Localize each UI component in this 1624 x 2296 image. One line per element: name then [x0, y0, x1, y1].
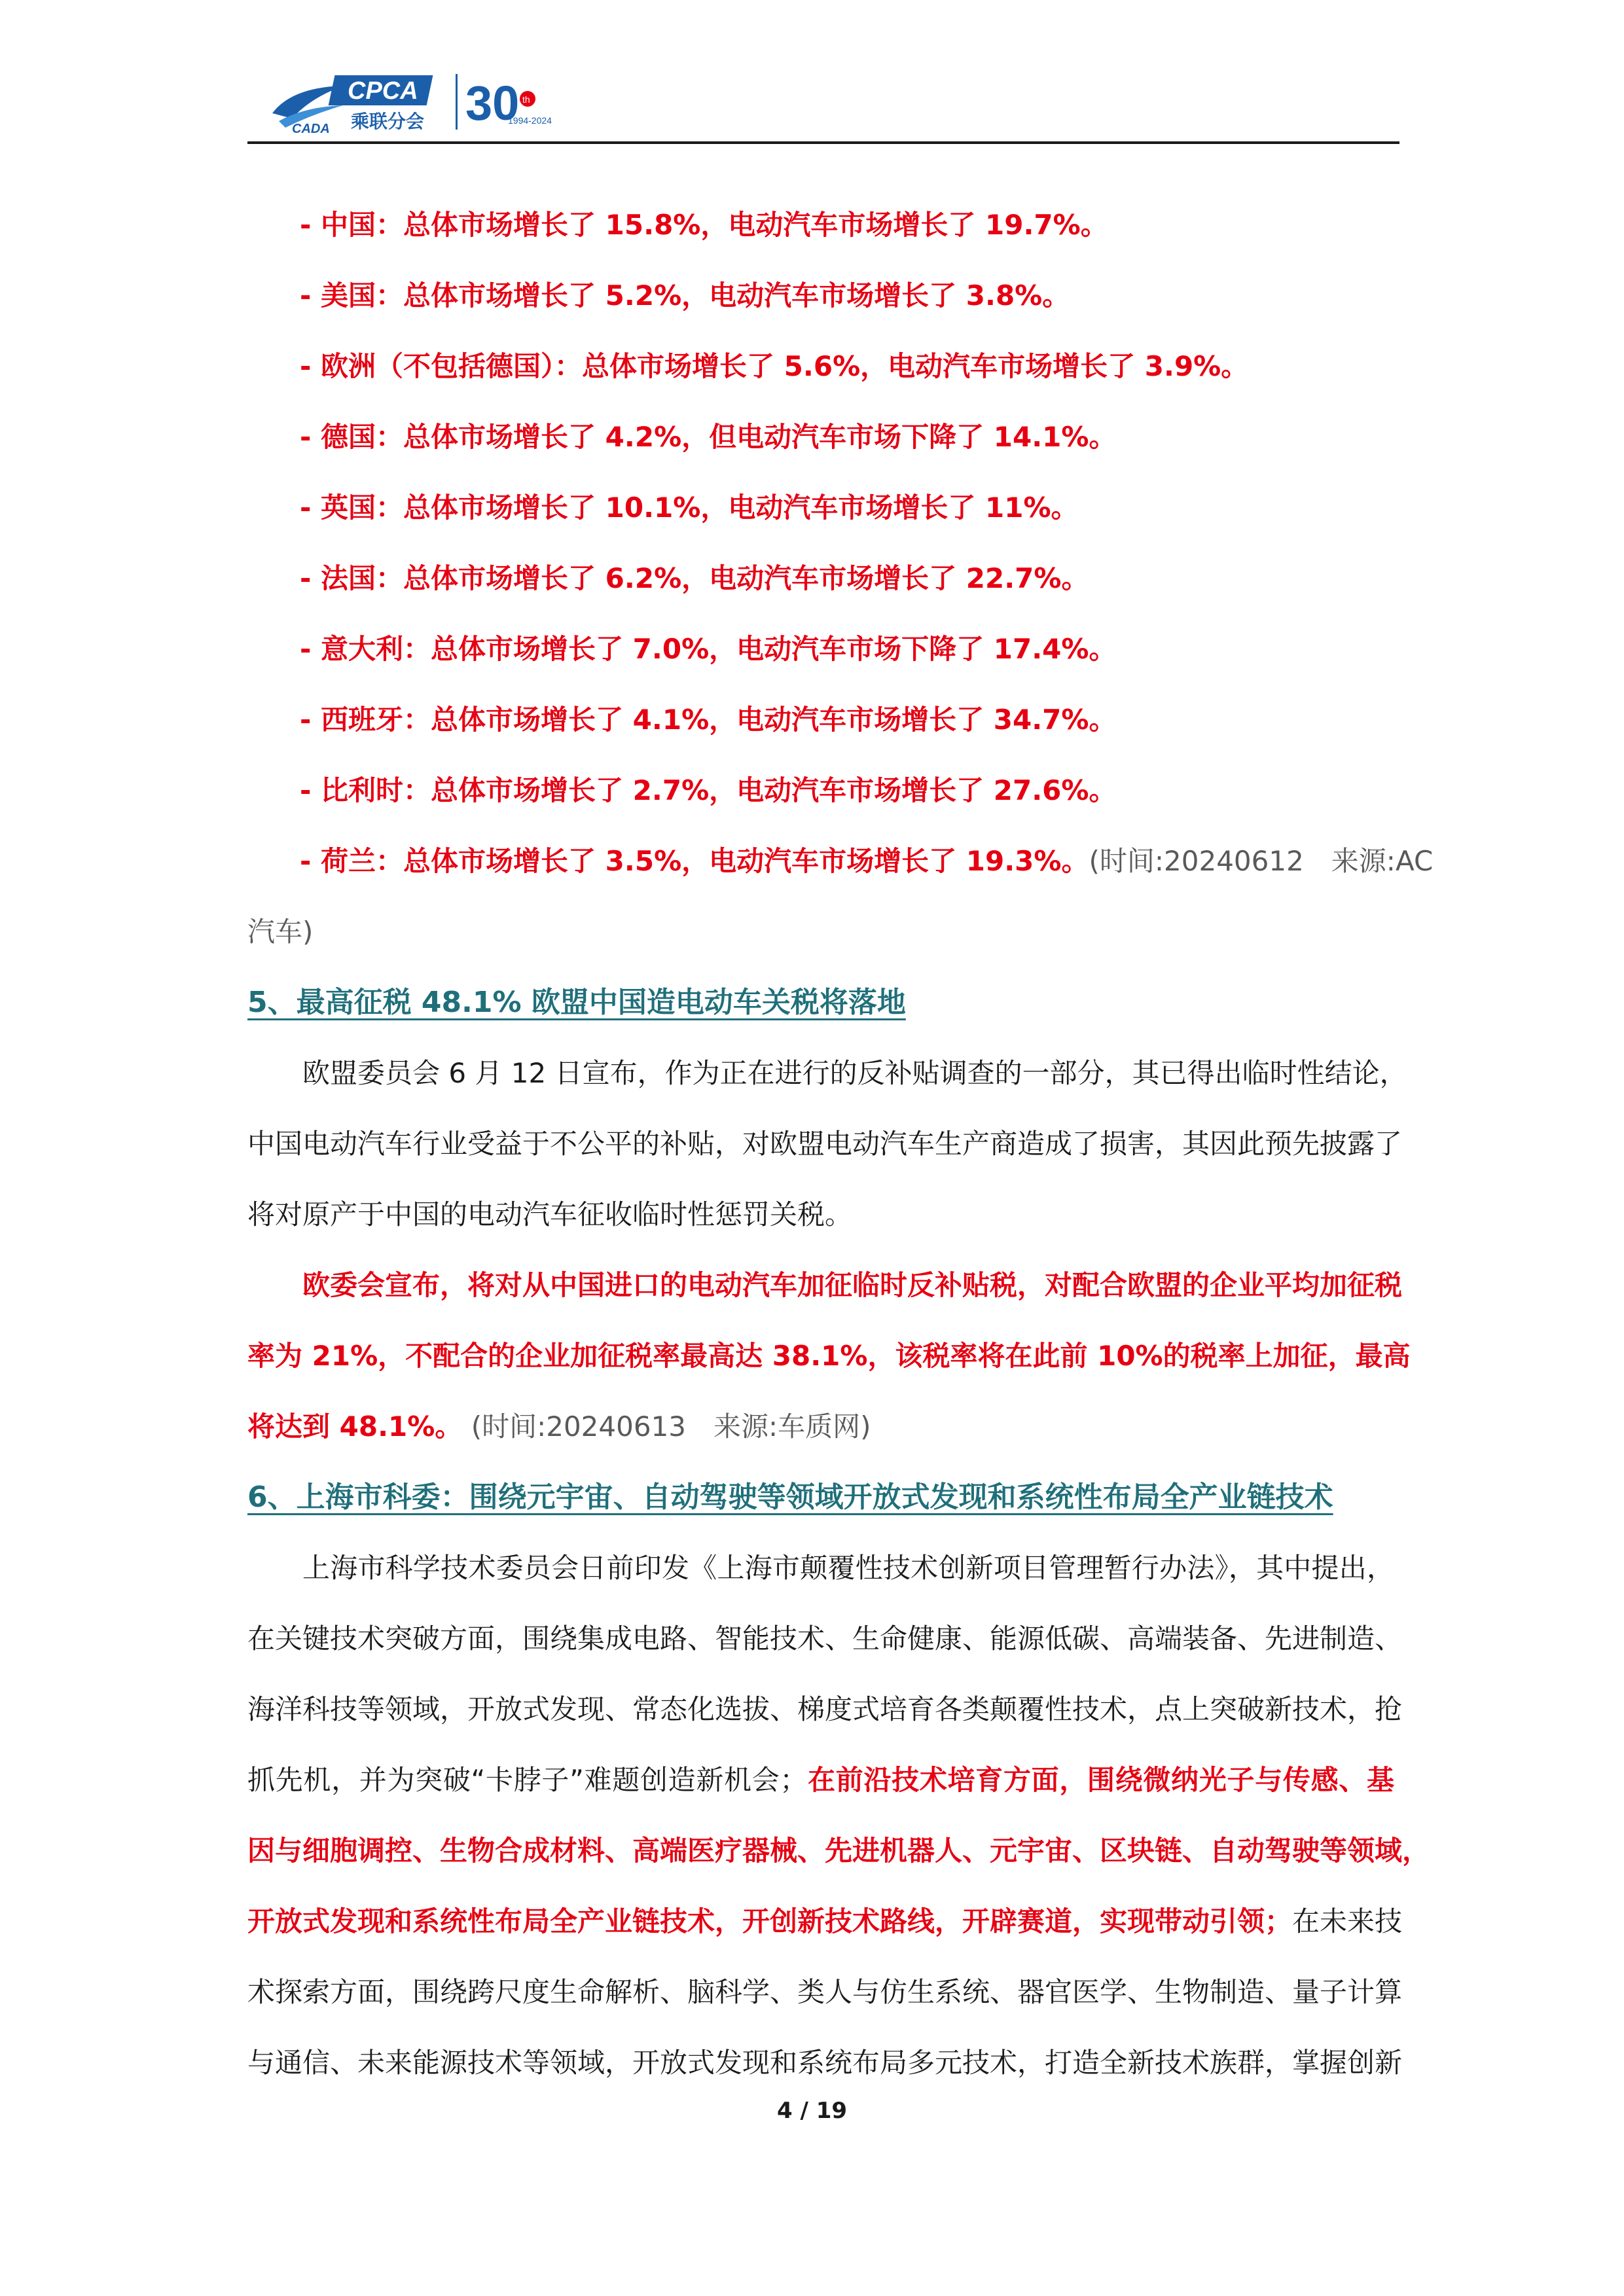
list-item: - 意大利：总体市场增长了 7.0%，电动汽车市场下降了 17.4%。	[300, 633, 1117, 665]
source-note: (时间:20240612 来源:AC	[1089, 845, 1434, 877]
section-6-heading: 6、上海市科委：围绕元宇宙、自动驾驶等领域开放式发现和系统性布局全产业链技术	[247, 1480, 1333, 1514]
section-5-paragraph-2	[247, 1250, 1411, 1462]
cpca-logo-icon	[266, 67, 619, 136]
highlighted-text: 开放式发现和系统性布局全产业链技术，开创新技术路线，开辟赛道，实现带动引领；	[247, 1905, 1293, 1937]
highlighted-text: 因与细胞调控、生物合成材料、高端医疗器械、先进机器人、元宇宙、区块链、自动驾驶等领域，	[247, 1835, 1430, 1867]
paragraph-line: 率为 21%，不配合的企业加征税率最高达 38.1%，该税率将在此前 10%的税率上加征，最高	[247, 1340, 1411, 1372]
paragraph-line: 中国电动汽车行业受益于不公平的补贴，对欧盟电动汽车生产商造成了损害，其因此预先披露了	[247, 1128, 1403, 1160]
paragraph-line: 术探索方面，围绕跨尺度生命解析、脑科学、类人与仿生系统、器官医学、生物制造、量子计算	[247, 1976, 1403, 2008]
paragraph-line: 将对原产于中国的电动汽车征收临时性惩罚关税。	[247, 1198, 853, 1230]
list-item: - 美国：总体市场增长了 5.2%，电动汽车市场增长了 3.8%。	[300, 279, 1070, 312]
list-item: - 中国：总体市场增长了 15.8%，电动汽车市场增长了 19.7%。	[300, 209, 1108, 241]
page-number: 4 / 19	[776, 2098, 848, 2124]
paragraph-line: 欧盟委员会 6 月 12 日宣布，作为正在进行的反补贴调查的一部分，其已得出临时性结论，	[302, 1057, 1407, 1089]
source-note-continued: 汽车)	[247, 916, 314, 948]
paragraph-line: 欧委会宣布，将对从中国进口的电动汽车加征临时反补贴税，对配合欧盟的企业平均加征税	[302, 1269, 1403, 1301]
paragraph-line: 将达到 48.1%。	[247, 1410, 463, 1443]
list-item-netherlands	[247, 826, 1434, 897]
paragraph-line: 抓先机，并为突破“卡脖子”难题创造新机会；	[247, 1764, 808, 1796]
logo-cn-text: 乘联分会	[351, 111, 425, 132]
header-rule	[247, 141, 1399, 144]
list-item: - 法国：总体市场增长了 6.2%，电动汽车市场增长了 22.7%。	[300, 562, 1089, 594]
paragraph-line: 上海市科学技术委员会日前印发《上海市颠覆性技术创新项目管理暂行办法》，其中提出，	[302, 1552, 1394, 1584]
list-item: - 西班牙：总体市场增长了 4.1%，电动汽车市场增长了 34.7%。	[300, 704, 1117, 736]
logo-cpca-text: CPCA	[348, 77, 418, 105]
list-item-text: - 荷兰：总体市场增长了 3.5%，电动汽车市场增长了 19.3%。	[300, 845, 1089, 877]
section-5-paragraph-1	[247, 1038, 1407, 1250]
paragraph-line: 与通信、未来能源技术等领域，开放式发现和系统布局多元技术，打造全新技术族群，掌握创新	[247, 2047, 1403, 2079]
paragraph-line: 在关键技术突破方面，围绕集成电路、智能技术、生命健康、能源低碳、高端装备、先进制造、	[247, 1623, 1403, 1655]
list-item: - 比利时：总体市场增长了 2.7%，电动汽车市场增长了 27.6%。	[300, 774, 1117, 806]
anniversary-years: 1994-2024	[508, 115, 552, 126]
list-item: - 欧洲（不包括德国）：总体市场增长了 5.6%，电动汽车市场增长了 3.9%。	[300, 350, 1249, 382]
source-note: (时间:20240613 来源:车质网)	[471, 1410, 871, 1443]
paragraph-line: 海洋科技等领域，开放式发现、常态化选拔、梯度式培育各类颠覆性技术，点上突破新技术，抢	[247, 1693, 1403, 1725]
anniversary-number: 30	[465, 76, 520, 130]
logo-cada-text: CADA	[292, 122, 330, 136]
list-item: - 德国：总体市场增长了 4.2%，但电动汽车市场下降了 14.1%。	[300, 421, 1117, 453]
section-5-heading: 5、最高征税 48.1% 欧盟中国造电动车关税将落地	[247, 986, 906, 1019]
section-6-paragraph	[247, 1533, 1430, 2098]
anniversary-badge: th	[522, 94, 530, 105]
list-item: - 英国：总体市场增长了 10.1%，电动汽车市场增长了 11%。	[300, 492, 1079, 524]
paragraph-line: 在未来技	[1292, 1905, 1403, 1937]
page-content	[247, 190, 1434, 2098]
page-header	[247, 62, 1399, 141]
highlighted-text: 在前沿技术培育方面，围绕微纳光子与传感、基	[807, 1764, 1394, 1796]
market-growth-list	[247, 190, 1394, 826]
cpca-logo	[266, 67, 619, 136]
